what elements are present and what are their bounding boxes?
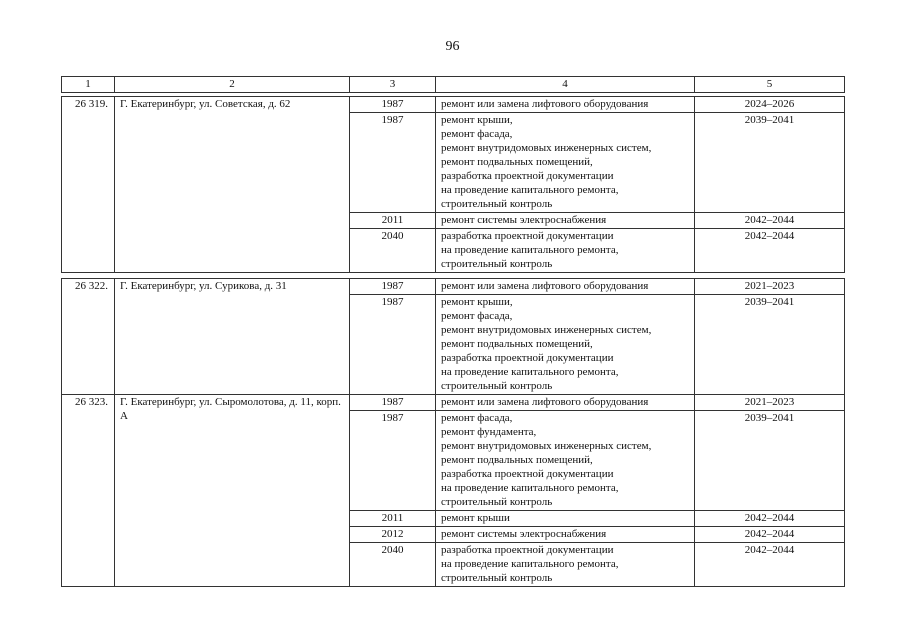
work-line: ремонт системы электроснабжения	[441, 214, 607, 226]
work-line: ремонт внутридомовых инженерных систем,	[441, 142, 652, 154]
work-year: 1987	[350, 279, 436, 295]
table-body	[62, 77, 845, 587]
work-description	[436, 229, 695, 273]
column-number-1: 1	[62, 77, 115, 93]
work-description	[436, 411, 695, 511]
work-line: разработка проектной документации	[441, 352, 614, 364]
work-year: 1987	[350, 411, 436, 511]
work-line: на проведение капитального ремонта,	[441, 558, 619, 570]
work-line: ремонт крыши,	[441, 114, 513, 126]
work-line: строительный контроль	[441, 572, 553, 584]
work-period: 2021–2023	[695, 395, 845, 411]
work-line: ремонт фундамента,	[441, 426, 537, 438]
building-address: Г. Екатеринбург, ул. Сыромолотова, д. 11, корп. А	[115, 395, 350, 587]
work-line: разработка проектной документации	[441, 230, 614, 242]
work-line: ремонт или замена лифтового оборудования	[441, 280, 649, 292]
work-line: разработка проектной документации	[441, 170, 614, 182]
work-line: на проведение капитального ремонта,	[441, 244, 619, 256]
work-row	[62, 395, 845, 411]
work-period: 2042–2044	[695, 527, 845, 543]
building-number: 26 322.	[62, 279, 115, 395]
work-period: 2021–2023	[695, 279, 845, 295]
work-description	[436, 295, 695, 395]
work-line: ремонт фасада,	[441, 310, 513, 322]
work-description	[436, 543, 695, 587]
work-line: разработка проектной документации	[441, 544, 614, 556]
capital-repair-table	[61, 76, 845, 587]
work-line: ремонт фасада,	[441, 412, 513, 424]
work-description	[436, 213, 695, 229]
work-line: ремонт внутридомовых инженерных систем,	[441, 324, 652, 336]
work-line: ремонт подвальных помещений,	[441, 156, 593, 168]
work-year: 2040	[350, 229, 436, 273]
work-description	[436, 97, 695, 113]
work-line: ремонт подвальных помещений,	[441, 338, 593, 350]
work-line: на проведение капитального ремонта,	[441, 366, 619, 378]
work-row	[62, 279, 845, 295]
work-period: 2024–2026	[695, 97, 845, 113]
building-number: 26 323.	[62, 395, 115, 587]
work-line: строительный контроль	[441, 380, 553, 392]
column-number-3: 3	[350, 77, 436, 93]
work-row	[62, 97, 845, 113]
work-period: 2042–2044	[695, 543, 845, 587]
work-period: 2042–2044	[695, 213, 845, 229]
work-period: 2039–2041	[695, 113, 845, 213]
work-line: ремонт системы электроснабжения	[441, 528, 607, 540]
work-year: 1987	[350, 113, 436, 213]
page-number: 96	[445, 39, 460, 54]
work-description	[436, 511, 695, 527]
building-number: 26 319.	[62, 97, 115, 273]
work-line: ремонт фасада,	[441, 128, 513, 140]
work-line: на проведение капитального ремонта,	[441, 482, 619, 494]
work-year: 2011	[350, 213, 436, 229]
work-line: ремонт крыши,	[441, 296, 513, 308]
work-description	[436, 279, 695, 295]
column-number-4: 4	[436, 77, 695, 93]
work-description	[436, 113, 695, 213]
column-number-2: 2	[115, 77, 350, 93]
work-year: 1987	[350, 395, 436, 411]
work-line: ремонт крыши	[441, 512, 510, 524]
work-line: ремонт подвальных помещений,	[441, 454, 593, 466]
work-line: ремонт внутридомовых инженерных систем,	[441, 440, 652, 452]
work-description	[436, 395, 695, 411]
capital-repair-table-container	[61, 76, 844, 587]
work-period: 2042–2044	[695, 511, 845, 527]
work-line: строительный контроль	[441, 258, 553, 270]
work-year: 1987	[350, 295, 436, 395]
work-line: строительный контроль	[441, 496, 553, 508]
work-period: 2042–2044	[695, 229, 845, 273]
work-year: 2011	[350, 511, 436, 527]
work-year: 1987	[350, 97, 436, 113]
work-year: 2012	[350, 527, 436, 543]
building-address: Г. Екатеринбург, ул. Сурикова, д. 31	[115, 279, 350, 395]
building-address: Г. Екатеринбург, ул. Советская, д. 62	[115, 97, 350, 273]
work-line: разработка проектной документации	[441, 468, 614, 480]
work-line: ремонт или замена лифтового оборудования	[441, 396, 649, 408]
work-line: ремонт или замена лифтового оборудования	[441, 98, 649, 110]
work-period: 2039–2041	[695, 295, 845, 395]
work-line: строительный контроль	[441, 198, 553, 210]
column-number-5: 5	[695, 77, 845, 93]
work-year: 2040	[350, 543, 436, 587]
column-number-row	[62, 77, 845, 93]
work-period: 2039–2041	[695, 411, 845, 511]
work-description	[436, 527, 695, 543]
work-line: на проведение капитального ремонта,	[441, 184, 619, 196]
